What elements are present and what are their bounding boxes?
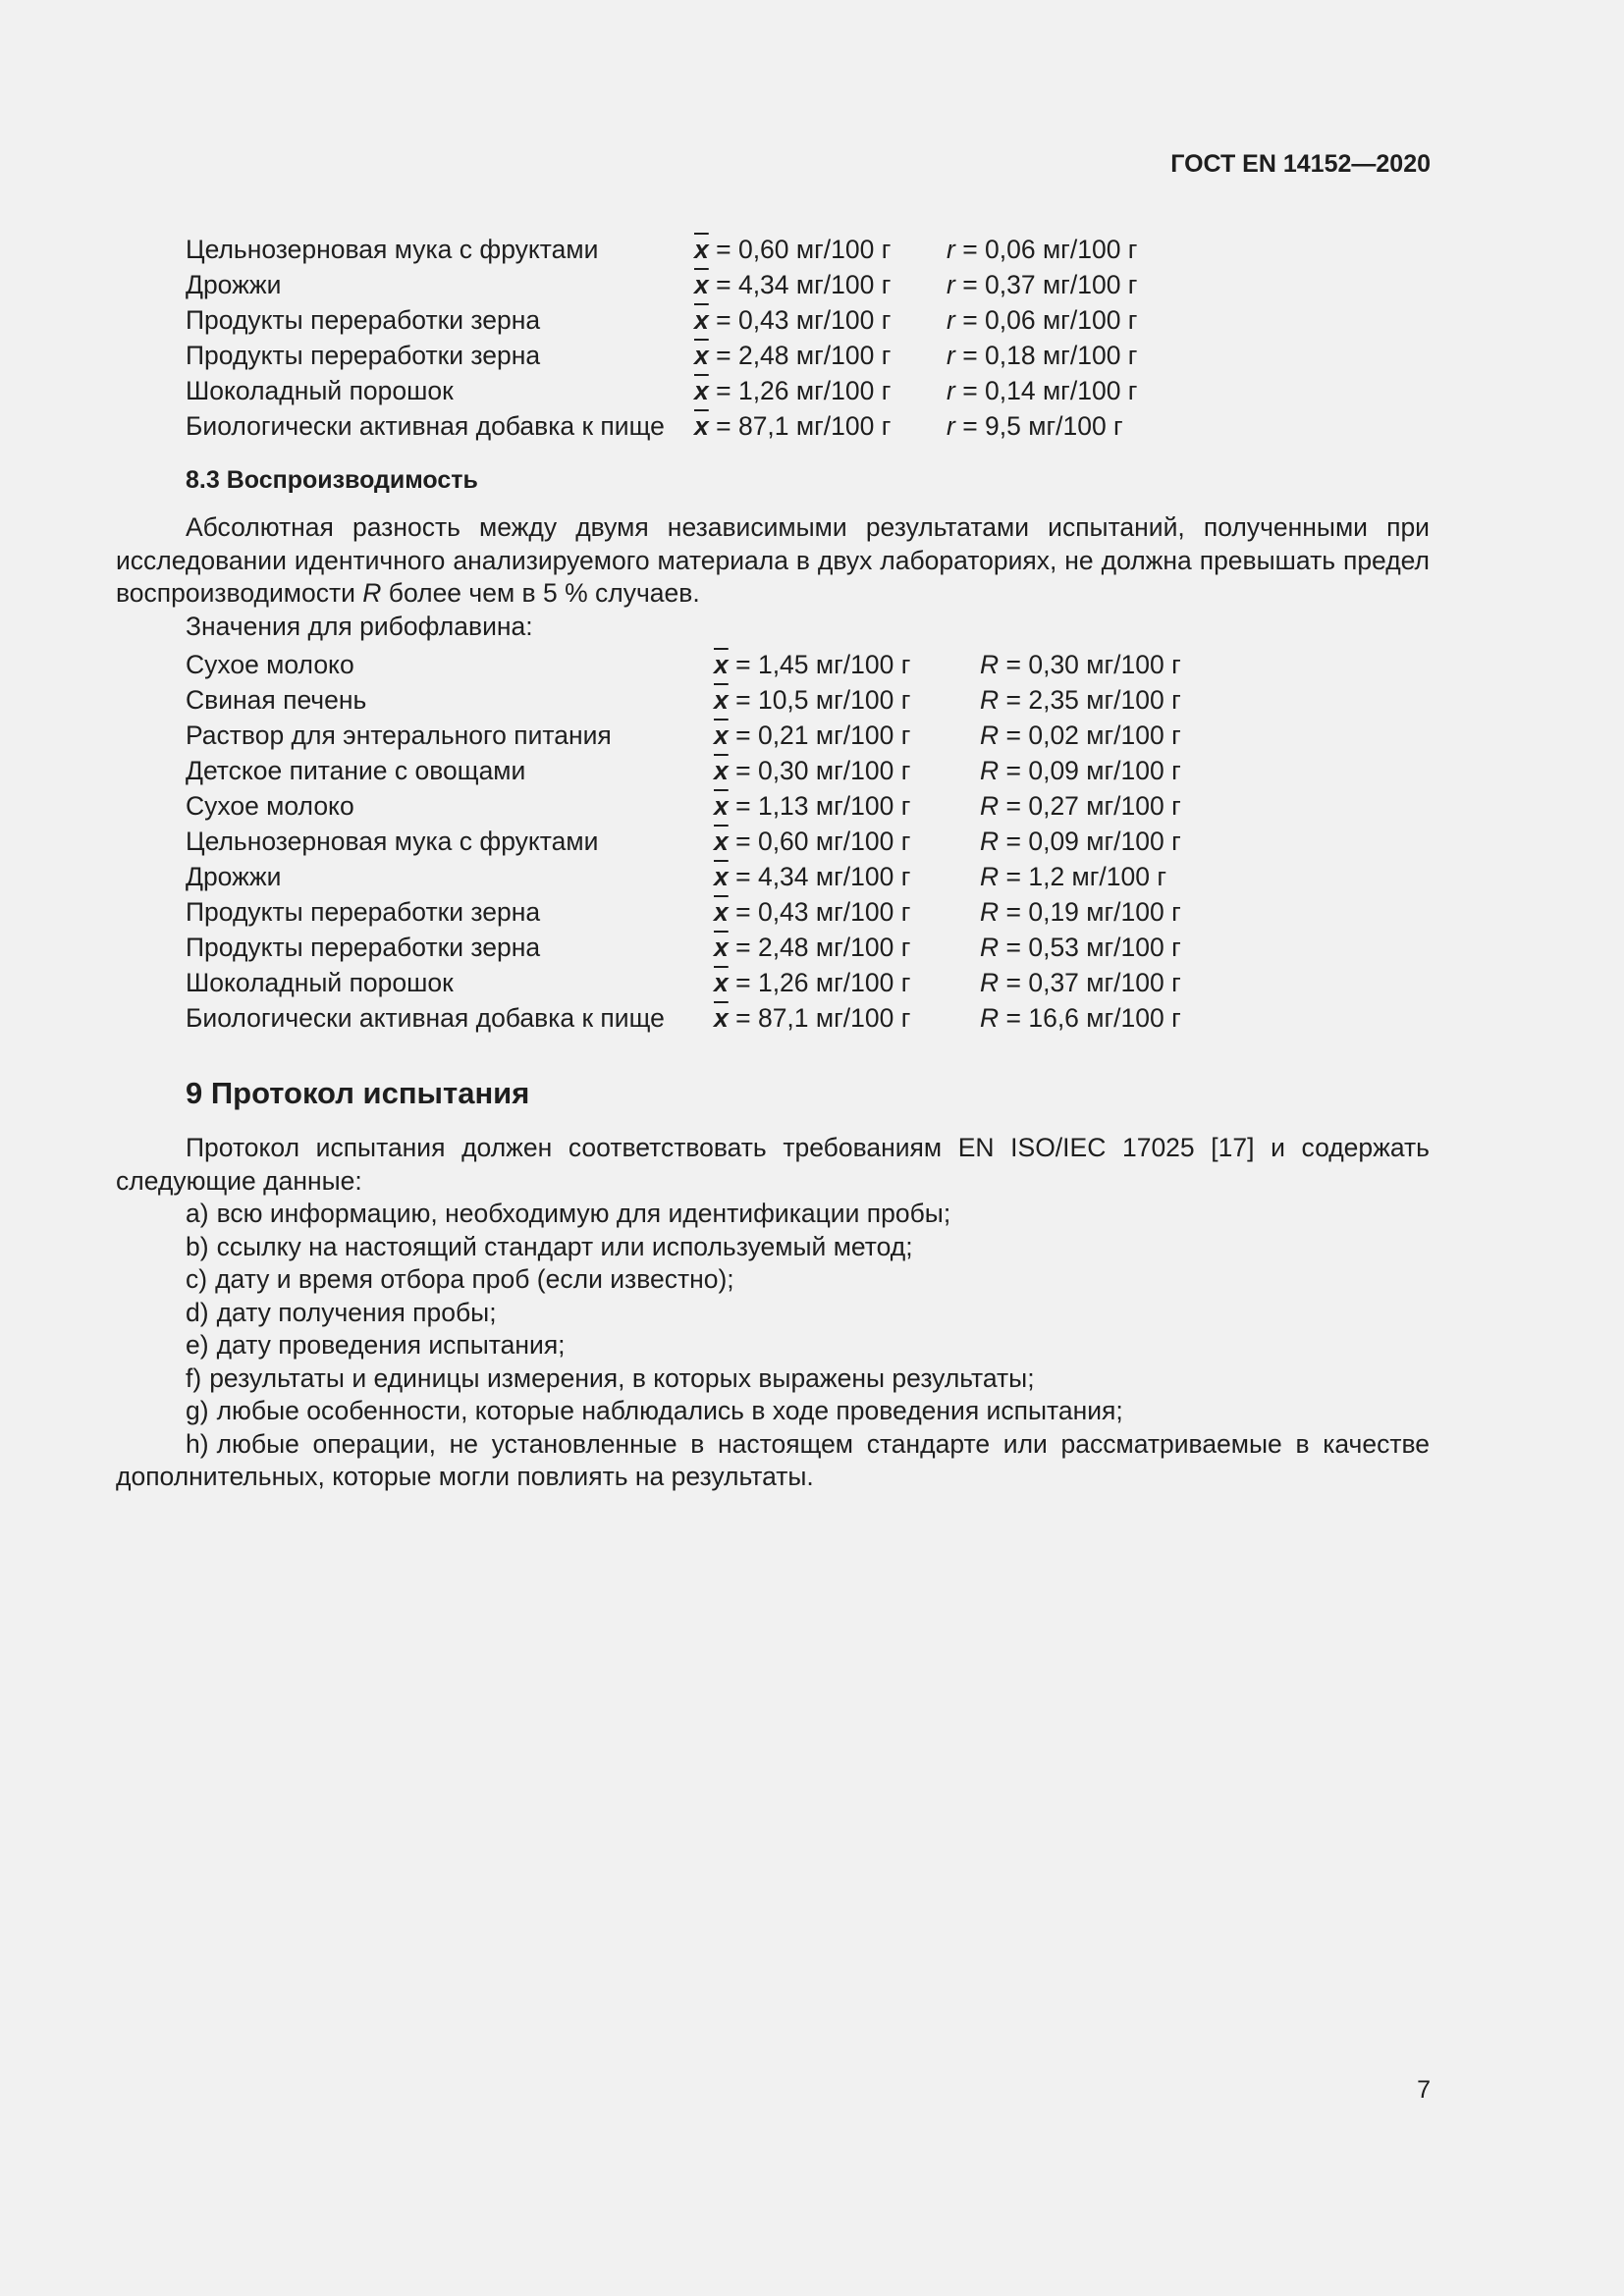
product-name: Сухое молоко [186, 650, 354, 679]
list-item-text: всю информацию, необходимую для идентификации пробы; [216, 1199, 951, 1228]
reproducibility-symbol: R [980, 721, 1000, 750]
mean-value: $\overline{x} = 1,13$ мг/100 г [714, 791, 911, 821]
product-name: Дрожжи [186, 862, 282, 891]
mean-symbol: $\overline{x}$ [694, 341, 709, 370]
reproducibility-value: R = 0,27 мг/100 г [980, 791, 1181, 821]
product-name: Шоколадный порошок [186, 968, 454, 997]
repeatability-symbol: r [947, 376, 955, 405]
list-marker: b) [186, 1231, 209, 1261]
reproducibility-symbol: R [980, 650, 1000, 679]
mean-symbol: $\overline{x}$ [714, 862, 729, 891]
mean-value: $\overline{x} = 87,1$ мг/100 г [694, 411, 892, 441]
list-marker: d) [186, 1297, 209, 1327]
reproducibility-symbol: R [980, 756, 1000, 785]
list-item [116, 1297, 1430, 1330]
mean-value: $\overline{x} = 0,43$ мг/100 г [714, 897, 911, 927]
reproducibility-value: R = 2,35 мг/100 г [980, 685, 1181, 715]
list-item-text: любые особенности, которые наблюдались в ходе проведения испытания; [216, 1396, 1123, 1425]
mean-value: $\overline{x} = 0,21$ мг/100 г [714, 721, 911, 750]
repeatability-symbol: r [947, 235, 955, 264]
list-item [116, 1428, 1430, 1494]
mean-symbol: $\overline{x}$ [714, 685, 729, 715]
reproducibility-value: R = 0,02 мг/100 г [980, 721, 1181, 750]
list-item-text: дату и время отбора проб (если известно); [215, 1264, 734, 1294]
product-name: Биологически активная добавка к пище [186, 1003, 665, 1033]
reproducibility-paragraph: Абсолютная разность между двумя независимыми результатами испытаний, полученными при исследовании идентичного анализируемого материала в двух лабораториях, не должна превышать предел воспроизводимости R более чем в 5 % случаев. [116, 512, 1430, 608]
mean-value: $\overline{x} = 0,30$ мг/100 г [714, 756, 911, 785]
mean-value: $\overline{x} = 4,34$ мг/100 г [714, 862, 911, 891]
values-intro: Значения для рибофлавина: [186, 612, 533, 641]
reproducibility-symbol: R [980, 791, 1000, 821]
list-item-text: любые операции, не установленные в настоящем стандарте или рассматриваемые в качестве дополнительных, которые могли повлиять на результаты. [116, 1428, 1430, 1491]
reproducibility-symbol: R [362, 578, 382, 608]
repeatability-value: r = 0,06 мг/100 г [947, 235, 1138, 264]
repeatability-value: r = 0,06 мг/100 г [947, 305, 1138, 335]
mean-symbol: $\overline{x}$ [714, 827, 729, 856]
list-marker: g) [186, 1396, 209, 1425]
mean-symbol: $\overline{x}$ [714, 933, 729, 962]
mean-value: $\overline{x} = 4,34$ мг/100 г [694, 270, 892, 299]
product-name: Продукты переработки зерна [186, 933, 541, 962]
reproducibility-symbol: R [980, 827, 1000, 856]
product-name: Продукты переработки зерна [186, 897, 541, 927]
mean-symbol: $\overline{x}$ [694, 305, 709, 335]
mean-value: $\overline{x} = 1,26$ мг/100 г [714, 968, 911, 997]
repeatability-value: r = 0,37 мг/100 г [947, 270, 1138, 299]
mean-value: $\overline{x} = 0,43$ мг/100 г [694, 305, 892, 335]
list-marker: f) [186, 1362, 202, 1393]
reproducibility-value: R = 1,2 мг/100 г [980, 862, 1167, 891]
list-item-text: результаты и единицы измерения, в которых выражены результаты; [209, 1362, 1035, 1393]
mean-value: $\overline{x} = 0,60$ мг/100 г [714, 827, 911, 856]
product-name: Сухое молоко [186, 791, 354, 821]
reproducibility-symbol: R [980, 1003, 1000, 1033]
list-item-text: дату получения пробы; [216, 1297, 497, 1327]
repeatability-symbol: r [947, 305, 955, 335]
mean-symbol: $\overline{x}$ [694, 235, 709, 264]
product-name: Биологически активная добавка к пище [186, 411, 665, 441]
mean-symbol: $\overline{x}$ [714, 650, 729, 679]
mean-value: $\overline{x} = 2,48$ мг/100 г [714, 933, 911, 962]
mean-symbol: $\overline{x}$ [694, 270, 709, 299]
mean-value: $\overline{x} = 0,60$ мг/100 г [694, 235, 892, 264]
product-name: Продукты переработки зерна [186, 305, 541, 335]
list-marker: e) [186, 1330, 209, 1360]
product-name: Свиная печень [186, 685, 367, 715]
repeatability-symbol: r [947, 411, 955, 441]
reproducibility-symbol: R [980, 862, 1000, 891]
mean-symbol: $\overline{x}$ [714, 1003, 729, 1033]
repeatability-symbol: r [947, 270, 955, 299]
mean-symbol: $\overline{x}$ [714, 791, 729, 821]
mean-value: $\overline{x} = 1,45$ мг/100 г [714, 650, 911, 679]
list-item-text: ссылку на настоящий стандарт или используемый метод; [216, 1231, 913, 1261]
product-name: Продукты переработки зерна [186, 341, 541, 370]
mean-value: $\overline{x} = 10,5$ мг/100 г [714, 685, 911, 715]
product-name: Раствор для энтерального питания [186, 721, 612, 750]
reproducibility-symbol: R [980, 933, 1000, 962]
list-marker: a) [186, 1199, 209, 1228]
reproducibility-value: R = 0,19 мг/100 г [980, 897, 1181, 927]
reproducibility-value: R = 0,09 мг/100 г [980, 756, 1181, 785]
mean-symbol: $\overline{x}$ [714, 897, 729, 927]
list-item [116, 1231, 1430, 1264]
reproducibility-symbol: R [980, 685, 1000, 715]
repeatability-value: r = 9,5 мг/100 г [947, 411, 1123, 441]
list-item [116, 1362, 1430, 1396]
list-item [116, 1263, 1430, 1297]
mean-value: $\overline{x} = 87,1$ мг/100 г [714, 1003, 911, 1033]
mean-symbol: $\overline{x}$ [694, 376, 709, 405]
list-marker: c) [186, 1264, 208, 1294]
product-name: Цельнозерновая мука с фруктами [186, 235, 599, 264]
reproducibility-value: R = 0,37 мг/100 г [980, 968, 1181, 997]
list-marker: h) [186, 1428, 209, 1459]
list-item [116, 1329, 1430, 1362]
reproducibility-value: R = 0,30 мг/100 г [980, 650, 1181, 679]
mean-value: $\overline{x} = 2,48$ мг/100 г [694, 341, 892, 370]
list-item [116, 1198, 1430, 1231]
mean-value: $\overline{x} = 1,26$ мг/100 г [694, 376, 892, 405]
list-item-text: дату проведения испытания; [216, 1330, 566, 1360]
mean-symbol: $\overline{x}$ [714, 756, 729, 785]
repeatability-symbol: r [947, 341, 955, 370]
protocol-intro: Протокол испытания должен соответствовать требованиям EN ISO/IEC 17025 [17] и содержать следующие данные: [116, 1133, 1430, 1196]
product-name: Цельнозерновая мука с фруктами [186, 827, 599, 856]
page-number: 7 [1417, 2076, 1431, 2104]
section-title: 9 Протокол испытания [186, 1076, 530, 1110]
reproducibility-symbol: R [980, 897, 1000, 927]
product-name: Дрожжи [186, 270, 282, 299]
reproducibility-symbol: R [980, 968, 1000, 997]
reproducibility-value: R = 16,6 мг/100 г [980, 1003, 1181, 1033]
mean-symbol: $\overline{x}$ [694, 411, 709, 441]
repeatability-value: r = 0,18 мг/100 г [947, 341, 1138, 370]
list-item [116, 1395, 1430, 1428]
repeatability-value: r = 0,14 мг/100 г [947, 376, 1138, 405]
protocol-items-list [116, 1198, 1430, 1494]
reproducibility-value: R = 0,53 мг/100 г [980, 933, 1181, 962]
mean-symbol: $\overline{x}$ [714, 968, 729, 997]
product-name: Шоколадный порошок [186, 376, 454, 405]
product-name: Детское питание с овощами [186, 756, 526, 785]
reproducibility-value: R = 0,09 мг/100 г [980, 827, 1181, 856]
subsection-heading: 8.3 Воспроизводимость [186, 466, 478, 494]
page-header-code: ГОСТ EN 14152—2020 [1170, 150, 1431, 178]
mean-symbol: $\overline{x}$ [714, 721, 729, 750]
